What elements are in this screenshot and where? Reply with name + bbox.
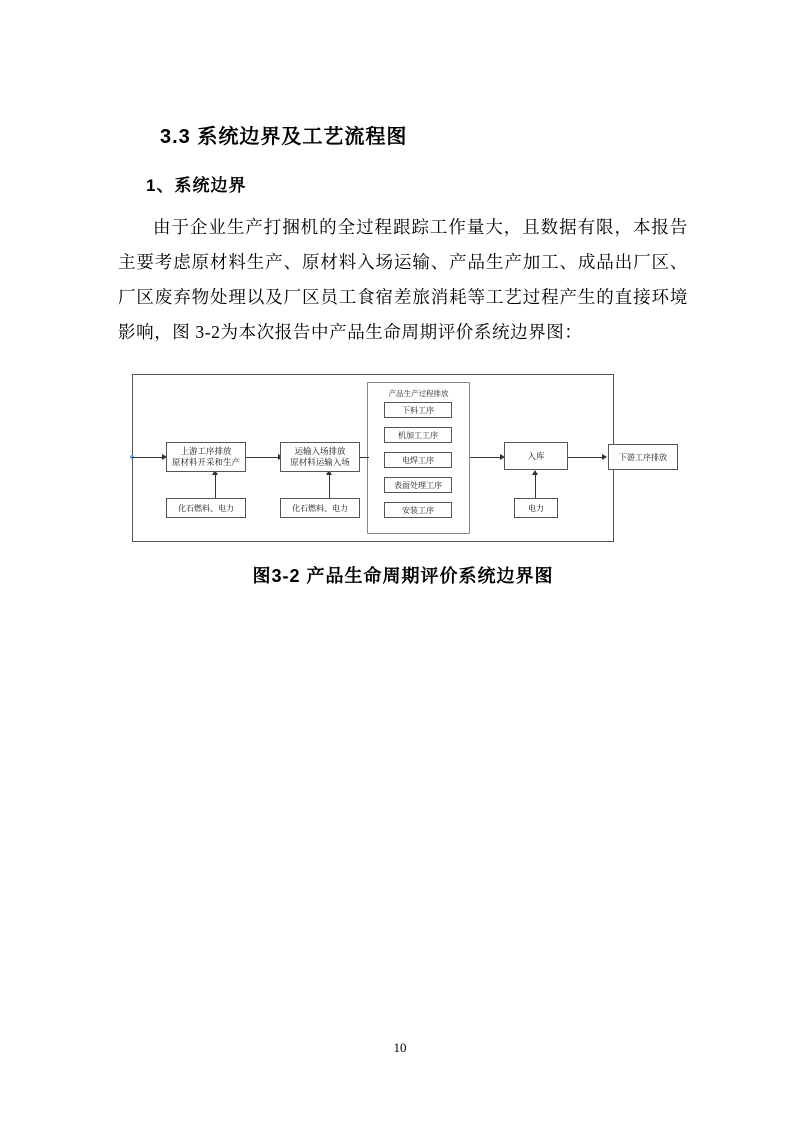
connector-line (470, 457, 502, 458)
subsection-heading: 1、系统边界 (146, 176, 247, 195)
node-step-3: 电焊工序 (384, 452, 452, 468)
connector-line (246, 457, 280, 458)
connector-line (215, 472, 216, 498)
node-fuel-left: 化石燃料、电力 (166, 498, 246, 518)
node-step-1: 下料工序 (384, 402, 452, 418)
system-boundary-diagram (118, 372, 688, 550)
node-step-2: 机加工工序 (384, 427, 452, 443)
node-power: 电力 (514, 498, 558, 518)
connector-line (329, 472, 330, 498)
connector-line (359, 457, 369, 458)
arrow-icon (532, 470, 538, 475)
figure-block (118, 372, 688, 588)
node-step-5: 安装工序 (384, 502, 452, 518)
node-upstream: 上游工序排放 原材料开采和生产 (166, 442, 246, 472)
production-process-title: 产品生产过程排放 (388, 389, 449, 398)
body-paragraph: 由于企业生产打捆机的全过程跟踪工作量大，且数据有限，本报告主要考虑原材料生产、原材料入场运输、产品生产加工、成品出厂区、厂区废弃物处理以及厂区员工食宿差旅消耗等工艺过程产生的直接环境影响，图 3-2为本次报告中产品生命周期评价系统边界图： (118, 217, 688, 342)
page-content (118, 120, 688, 588)
connector-line (535, 472, 536, 498)
node-transport: 运输入场排放 原材料运输入场 (280, 442, 360, 472)
node-step-4: 表面处理工序 (384, 477, 452, 493)
arrow-icon (602, 454, 607, 460)
figure-caption: 图3-2 产品生命周期评价系统边界图 (252, 566, 554, 586)
connector-line (132, 457, 164, 458)
connector-line (568, 457, 604, 458)
node-fuel-mid: 化石燃料、电力 (280, 498, 360, 518)
page-number: 10 (393, 1040, 407, 1055)
node-warehouse: 入库 (504, 442, 568, 470)
node-downstream: 下游工序排放 (608, 444, 678, 470)
section-heading: 3.3 系统边界及工艺流程图 (160, 126, 408, 148)
